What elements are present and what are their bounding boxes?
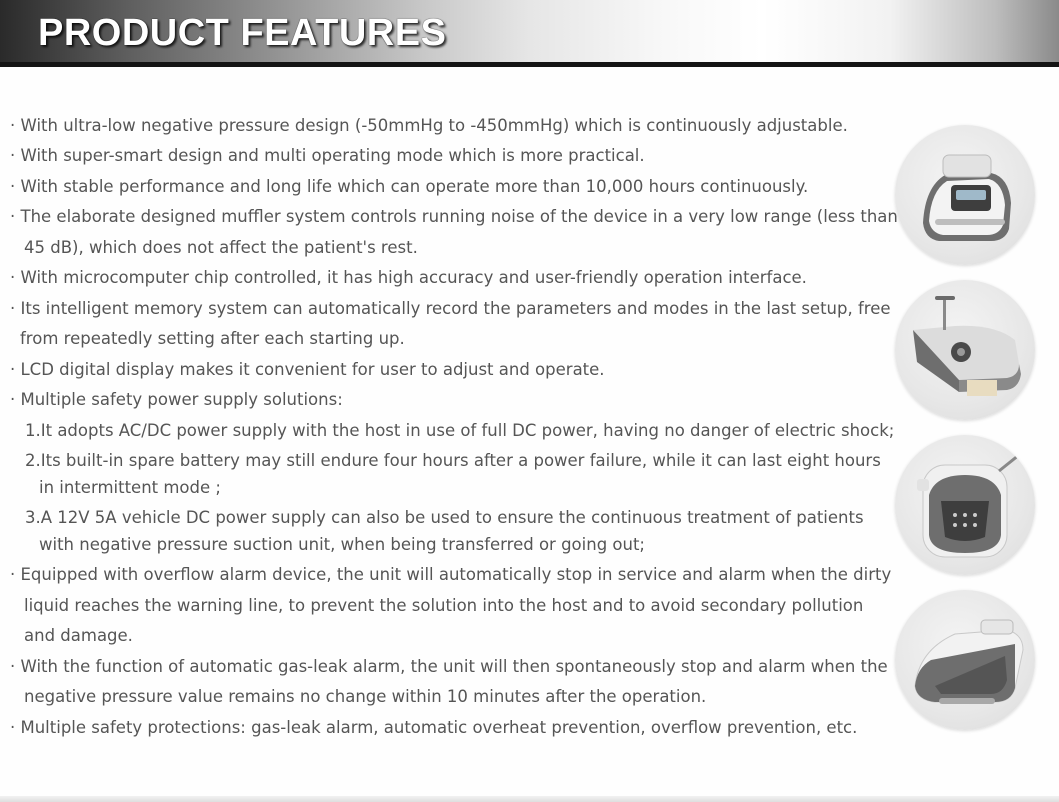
feature-line: from repeatedly setting after each starting up.	[20, 329, 405, 348]
feature-line: liquid reaches the warning line, to prevent the solution into the host and to avoid secondary pollution	[24, 596, 864, 615]
suction-unit-top-photo	[895, 435, 1035, 575]
feature-line: · Its intelligent memory system can automatically record the parameters and modes in the last setup, free	[10, 299, 891, 318]
feature-line: · With ultra-low negative pressure design (-50mmHg to -450mmHg) which is continuously adjustable.	[10, 116, 848, 135]
feature-line: · Multiple safety power supply solutions:	[10, 390, 343, 409]
feature-line: · With stable performance and long life which can operate more than 10,000 hours continuously.	[10, 177, 809, 196]
feature-line: 3.A 12V 5A vehicle DC power supply can also be used to ensure the continuous treatment of patients	[25, 508, 864, 527]
feature-line: · LCD digital display makes it convenient for user to adjust and operate.	[10, 360, 605, 379]
header-divider	[0, 62, 1059, 67]
feature-line: in intermittent mode ;	[39, 478, 221, 497]
feature-line: · Multiple safety protections: gas-leak alarm, automatic overheat prevention, overflow prevention, etc.	[10, 718, 858, 737]
feature-line: · Equipped with overflow alarm device, the unit will automatically stop in service and alarm when the dirty	[10, 565, 892, 584]
header-banner	[0, 0, 1059, 62]
page-title: PRODUCT FEATURES	[38, 12, 447, 54]
feature-line: · The elaborate designed muffler system controls running noise of the device in a very low range (less than	[10, 207, 898, 226]
feature-line: · With microcomputer chip controlled, it has high accuracy and user-friendly operation interface.	[10, 268, 807, 287]
feature-line: 2.Its built-in spare battery may still endure four hours after a power failure, while it can last eight hours	[25, 451, 881, 470]
feature-line: negative pressure value remains no change within 10 minutes after the operation.	[24, 687, 707, 706]
suction-unit-side-photo	[895, 280, 1035, 420]
suction-unit-front-photo	[895, 125, 1035, 265]
bottom-divider	[0, 796, 1059, 802]
feature-line: and damage.	[24, 626, 133, 645]
feature-line: 45 dB), which does not affect the patient's rest.	[24, 238, 418, 257]
feature-line: with negative pressure suction unit, when being transferred or going out;	[39, 535, 645, 554]
feature-line: · With the function of automatic gas-leak alarm, the unit will then spontaneously stop and alarm when the	[10, 657, 888, 676]
feature-line: · With super-smart design and multi operating mode which is more practical.	[10, 146, 645, 165]
suction-unit-angled-photo	[895, 590, 1035, 730]
feature-line: 1.It adopts AC/DC power supply with the host in use of full DC power, having no danger of electric shock;	[25, 421, 895, 440]
